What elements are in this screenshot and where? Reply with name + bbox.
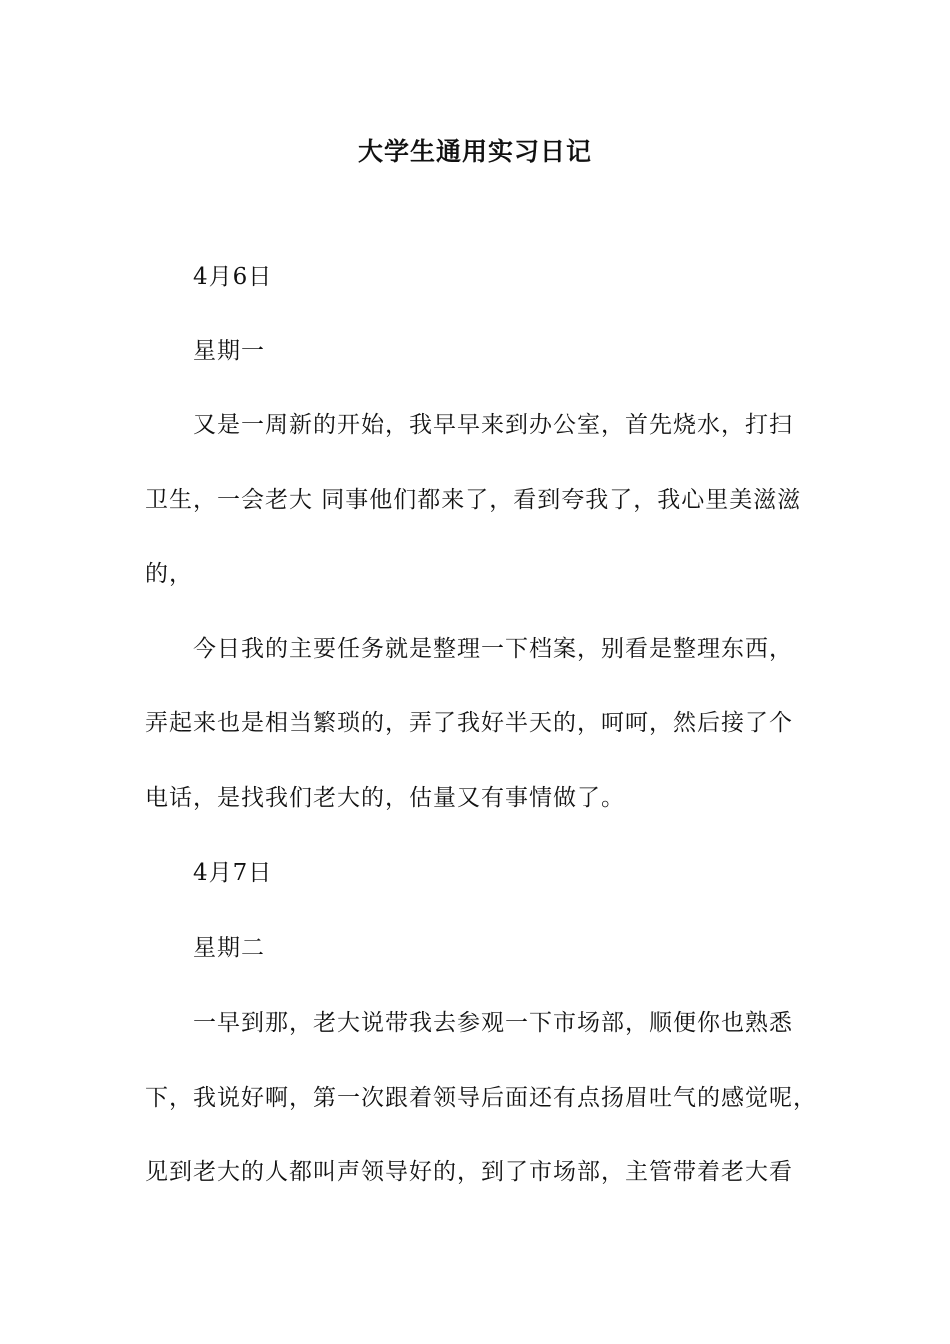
entry-weekday: 星期一 (193, 338, 265, 364)
paragraph-line: 今日我的主要任务就是整理一下档案，别看是整理东西， (193, 636, 793, 662)
paragraph-line: 的， (145, 561, 193, 587)
entry-date: 4月6日 (193, 264, 273, 290)
paragraph-line: 电话，是找我们老大的，估量又有事情做了。 (145, 785, 625, 811)
paragraph-line: 见到老大的人都叫声领导好的，到了市场部，主管带着老大看 (145, 1159, 793, 1185)
paragraph-line: 一早到那，老大说带我去参观一下市场部，顺便你也熟悉 (193, 1010, 793, 1036)
paragraph-line: 卫生，一会老大 同事他们都来了，看到夸我了，我心里美滋滋 (145, 487, 802, 513)
entry-date: 4月7日 (193, 860, 273, 886)
paragraph-line: 又是一周新的开始，我早早来到办公室，首先烧水，打扫 (193, 412, 793, 438)
document-title: 大学生通用实习日记 (357, 137, 592, 166)
entry-weekday: 星期二 (193, 935, 265, 961)
paragraph-line: 下，我说好啊，第一次跟着领导后面还有点扬眉吐气的感觉呢， (145, 1085, 817, 1111)
paragraph-line: 弄起来也是相当繁琐的，弄了我好半天的，呵呵，然后接了个 (145, 710, 793, 736)
